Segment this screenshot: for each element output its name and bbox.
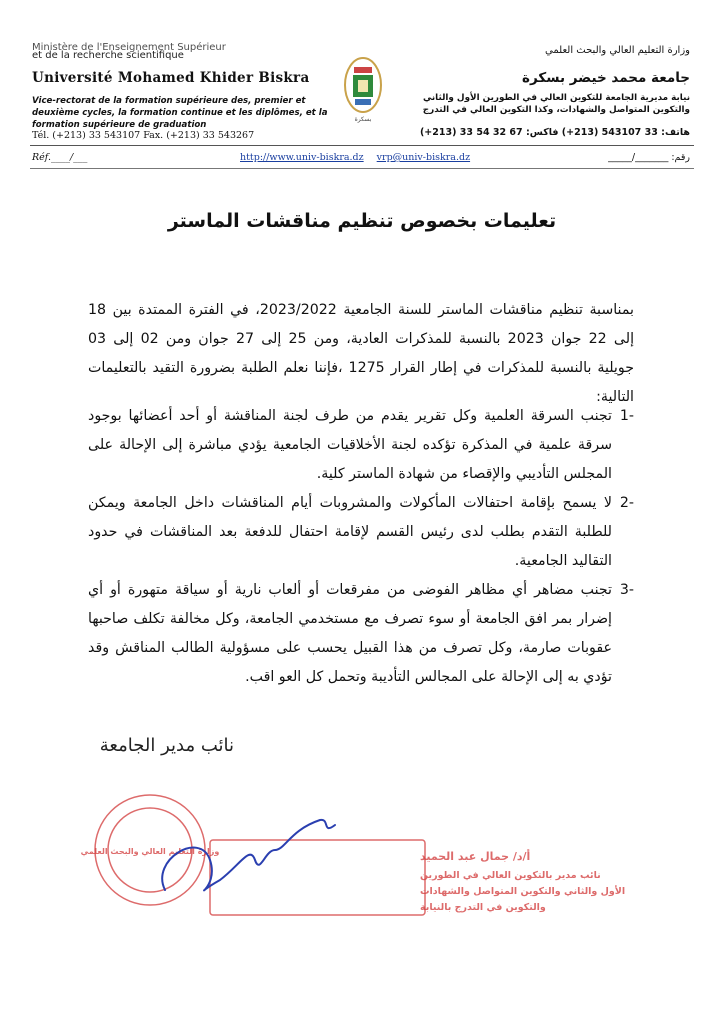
header-divider bbox=[30, 145, 694, 146]
ref-ar: رقم: _______/_____ bbox=[608, 152, 690, 163]
fr-ministry-block bbox=[32, 42, 226, 62]
svg-text:بسكرة: بسكرة bbox=[354, 116, 372, 123]
fr-contacts: Tél. (+213) 33 543107 Fax. (+213) 33 543267 bbox=[32, 130, 255, 141]
stamp-ring-text: وزارة التعليم العالي والبحث العلمي bbox=[80, 847, 220, 856]
links bbox=[240, 152, 480, 163]
item-number: -2 bbox=[619, 495, 634, 511]
ref-fr: Réf.____/___ bbox=[32, 152, 88, 163]
ar-university-name: جامعة محمد خيضر بسكرة bbox=[522, 70, 690, 86]
header-bottom-divider bbox=[30, 168, 694, 169]
list-item bbox=[88, 489, 634, 576]
intro-paragraph: بمناسبة تنظيم مناقشات الماستر للسنة الجامعية 2023/2022، في الفترة الممتدة بين 18 إلى 22 جوان 2023 بالنسبة للمذكرات العادية، ومن 25 إلى 27 جوان ومن 02 إلى 03 جويلية بالنسبة للمذكرات في إطار القرار 1275 ،فإننا نعلم الطلبة بضرورة التقيد بالتعليمات التالية: bbox=[88, 302, 635, 405]
signature-title: نائب مدير الجامعة bbox=[99, 735, 234, 756]
item-text: تجنب مضاهر أي مظاهر الفوضى من مفرقعات أو ألعاب نارية أو سياقة متهورة أو أي إضرار بمر افق الجامعة أو سوء تصرف مع مستخدمي الجامعة، وكل مخالفة تكلف صاحبها عقوبات صارمة، وكل تصرف من هذا القبيل يحسب على مسؤولية الطالب المناقش وقد تؤدي به إلى الإحالة على المجالس التأديبة وتحمل كل العو اقب. bbox=[88, 582, 612, 685]
item-text: تجنب السرقة العلمية وكل تقرير يقدم من طرف لجنة المناقشة أو أحد أعضائها بوجود سرقة علمية في المذكرة تؤكده لجنة الأخلاقيات الجامعية يؤدي مباشرة إلى الإحالة على المجلس التأديبي والإقصاء من شهادة الماستر كلية. bbox=[88, 408, 612, 482]
ar-contacts: هاتف: 33 543107 (213+) فاكس: 67 32 54 33 (213+) bbox=[419, 127, 690, 138]
email-link[interactable]: vrp@univ-biskra.dz bbox=[376, 152, 471, 163]
fr-ministry-line1: Ministère de l'Enseignement Supérieur bbox=[32, 42, 226, 53]
instructions-list bbox=[88, 402, 634, 692]
list-item bbox=[88, 576, 634, 692]
item-number: -3 bbox=[619, 582, 634, 598]
fr-vice-rectorate: Vice-rectorat de la formation supérieure des, premier et deuxième cycles, la formation continue et les diplômes, et la formation supérieure de graduation bbox=[32, 96, 328, 130]
ar-vice-rectorate: نيابة مديرية الجامعة للتكوين العالي في الطورين الأول والثاني والتكوين المتواصل والشهادات، وكذا التكوين العالي في التدرج bbox=[422, 93, 690, 115]
official-stamp-and-signature bbox=[80, 790, 626, 925]
item-number: -1 bbox=[619, 408, 634, 424]
website-link[interactable]: http://www.univ-biskra.dz bbox=[240, 152, 364, 163]
stamp-line3: والتكوين في التدرج بالنيابة bbox=[420, 902, 546, 913]
item-text: لا يسمح بإقامة احتفالات المأكولات والمشروبات أيام المناقشات داخل الجامعة ويمكن للطلبة التقدم بطلب لدى رئيس القسم لإقامة احتفال للدفعة بعد المناقشات في حدود التقاليد الجامعية. bbox=[88, 495, 612, 569]
stamp-line2: الأول والثاني والتكوين المتواصل والشهادات bbox=[420, 886, 626, 897]
fr-ministry-line2: et de la recherche scientifique bbox=[32, 50, 184, 61]
ar-ministry: وزارة التعليم العالي والبحث العلمي bbox=[545, 45, 690, 56]
stamp-line1: نائب مدير بالتكوين العالي في الطورين bbox=[420, 870, 601, 881]
fr-university-name: Université Mohamed Khider Biskra bbox=[32, 70, 310, 86]
document-title: تعليمات بخصوص تنظيم مناقشات الماستر bbox=[167, 210, 557, 232]
list-item bbox=[88, 402, 634, 489]
stamp-signer: أ/د/ جمال عبد الحميد bbox=[420, 850, 531, 863]
university-logo-icon bbox=[343, 55, 383, 125]
